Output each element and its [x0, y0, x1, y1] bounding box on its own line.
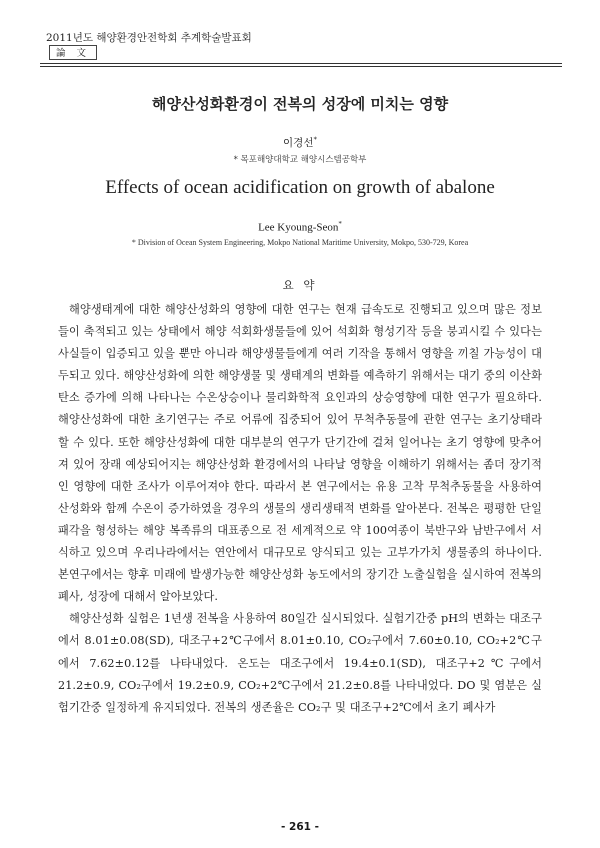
english-title: Effects of ocean acidification on growth of abalone — [105, 177, 495, 198]
english-affiliation: * Division of Ocean System Engineering, Mokpo National Maritime University, Mokpo, 530-729, Korea — [131, 238, 469, 247]
abstract-paragraph-2: 해양산성화 실험은 1년생 전복을 사용하여 80일간 실시되었다. 실험기간중 pH의 변화는 대조구에서 8.01±0.08(SD), 대조구+2℃구에서 8.01±0.10, CO₂구에서 7.60±0.10, CO₂+2℃구에서 7.62±0.12를 나타내었다. 온도는 대조구에서 19.4±0.1(SD), 대조구+2℃구에서 21.2±0.9, CO₂구에서 19.2±0.9, CO₂+2℃구에서 21.2±0.8를 나타내었다. DO 및 염분은 실험기간중 일정하게 유지되었다. 전복의 생존율은 CO₂구 및 대조구+2℃에서 초기 폐사가 — [58, 612, 542, 714]
abstract-paragraph-1: 해양생태계에 대한 해양산성화의 영향에 대한 연구는 현재 급속도로 진행되고 있으며 많은 정보들이 축적되고 있는 상태에서 해양 석회화생물들에 있어 석회화 형성기작 등을 붕괴시킬 수 있다는 사실들이 입증되고 있을 뿐만 아니라 해양생물들에게 여러 기작을 통해서 영향을 끼칠 가능성이 대두되고 있다. 해양산성화에 의한 해양생물 및 생태계의 변화를 예측하기 위해서는 대기 중의 이산화탄소 증가에 의해 나타나는 수온상승이나 물리화학적 요인과의 상승영향에 대한 연구가 필요하다. 해양산성화에 대한 초기연구는 주로 어류에 집중되어 있어 무척추동물에 관한 연구는 초기상태라 할 수 있다. 또한 해양산성화에 대한 대부분의 연구가 단기간에 걸쳐 일어나는 초기 영향에 맞추어져 있어 장래 예상되어지는 해양산성화 환경에서의 나타날 영향을 이해하기 위해서는 좀더 장기적인 영향에 대한 조사가 이루어져야 한다. 따라서 본 연구에서는 유용 고착 무척추동물을 사용하여 산성화와 함께 수온이 증가하였을 경우의 생물의 생리생태적 변화를 알아본다. 전복은 평평한 단일 패각을 형성하는 해양 복족류의 대표종으로 전 세계적으로 약 100여종이 북반구와 남반구에서 서식하고 있으며 우리나라에서는 연안에서 대규모로 양식되고 있는 고부가가치 생물종의 하나이다. 본연구에서는 향후 미래에 발생가능한 해양산성화 농도에서의 장기간 노출실험을 실시하여 전복의 폐사, 성장에 대해서 알아보았다. — [58, 303, 542, 604]
english-author — [0, 220, 600, 234]
korean-author — [0, 135, 600, 150]
korean-affiliation: * 목포해양대학교 해양시스템공학부 — [233, 155, 367, 165]
header-rule-bottom — [40, 66, 562, 67]
korean-author-mark: * — [313, 135, 317, 144]
abstract-heading: 요 약 — [282, 278, 318, 292]
section-label: 論 文 — [49, 45, 97, 60]
header-rule-top — [40, 63, 562, 64]
abstract-body — [58, 299, 542, 719]
running-head: 2011년도 해양환경안전학회 추계학술발표회 — [46, 32, 252, 44]
korean-title: 해양산성화환경이 전복의 성장에 미치는 영향 — [151, 95, 449, 113]
korean-author-name: 이경선 — [283, 137, 314, 149]
page-number: - 261 - — [281, 821, 319, 833]
english-author-mark: * — [338, 220, 342, 228]
english-author-name: Lee Kyoung-Seon — [258, 221, 339, 234]
